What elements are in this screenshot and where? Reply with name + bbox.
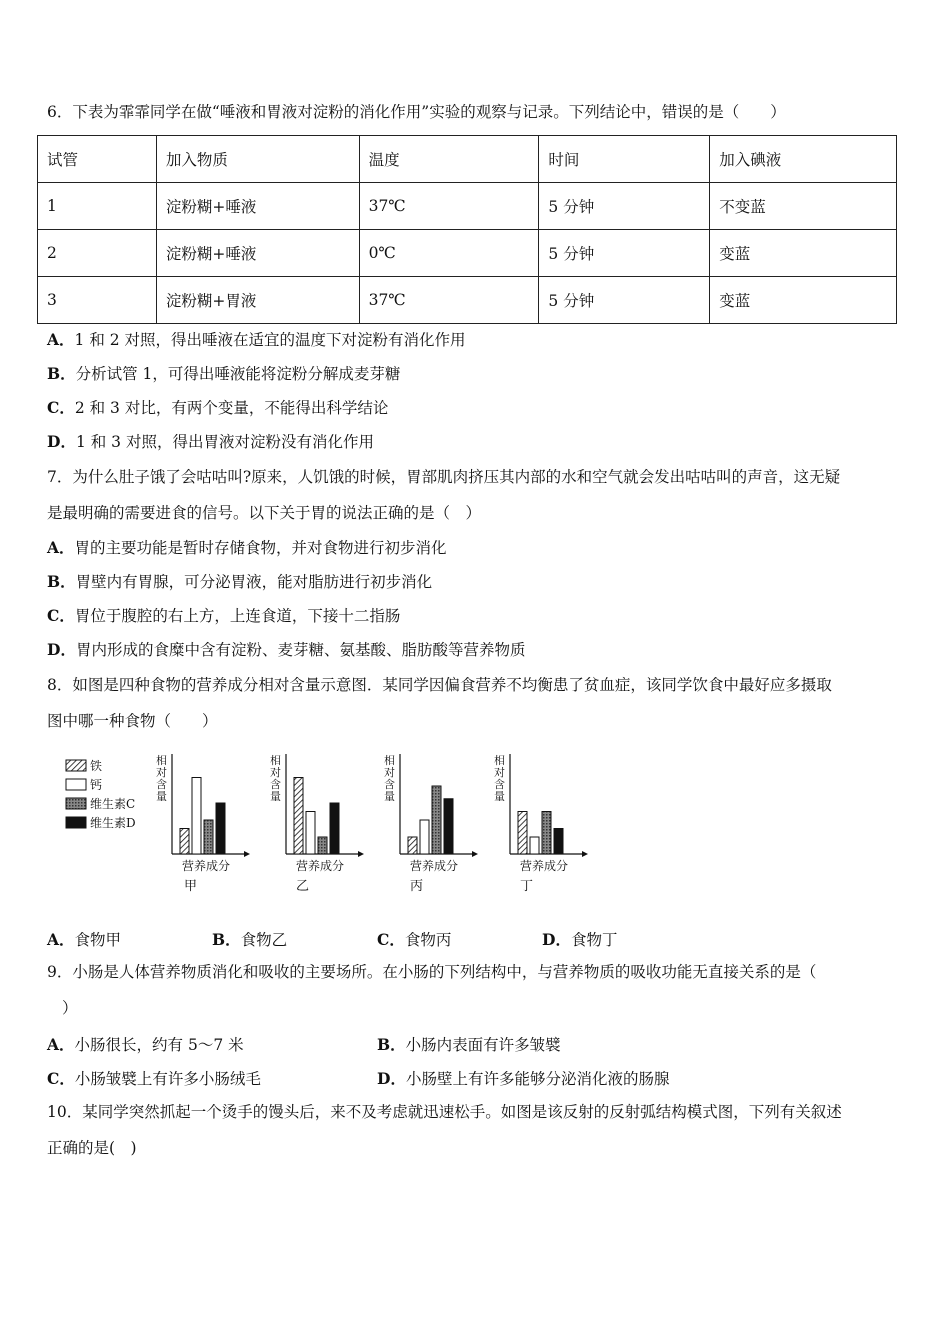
y-axis-label-char: 含 [384, 778, 395, 791]
table-row [38, 277, 897, 324]
bar-维生素C [542, 812, 551, 855]
q7-option-a[interactable] [47, 538, 447, 558]
option-text: 1 和 2 对照，得出唾液在适宜的温度下对淀粉有消化作用 [74, 331, 466, 349]
table-cell: 淀粉糊+胃液 [156, 277, 359, 324]
q10-stem-line2: 正确的是( ) [47, 1139, 137, 1157]
q8-option-a[interactable] [47, 928, 121, 950]
q7-stem-line1: 7．为什么肚子饿了会咕咕叫?原来，人饥饿的时候，胃部肌肉挤压其内部的水和空气就会发出咕咕叫的声音，这无疑 [47, 468, 841, 486]
bar-钙 [420, 820, 429, 854]
legend-swatch [66, 760, 86, 771]
q6-option-d[interactable] [47, 432, 374, 452]
table-cell: 变蓝 [710, 277, 897, 324]
q8-stem-line1: 8．如图是四种食物的营养成分相对含量示意图．某同学因偏食营养不均衡患了贫血症，该同学饮食中最好应多摄取 [47, 676, 832, 694]
option-letter: A． [47, 930, 75, 949]
q7-stem-line2: 是最明确的需要进食的信号。以下关于胃的说法正确的是（ ） [47, 504, 482, 522]
q6-stem: 6．下表为霏霏同学在做“唾液和胃液对淀粉的消化作用”实验的观察与记录。下列结论中，错误的是（ ） [47, 103, 786, 121]
table-header-row [38, 136, 897, 183]
option-letter: B． [47, 572, 76, 591]
bar-chart-丁 [494, 753, 588, 894]
option-text: 2 和 3 对比，有两个变量，不能得出科学结论 [74, 399, 389, 417]
bar-chart-甲 [156, 753, 250, 894]
legend-swatch [66, 779, 86, 790]
y-axis-label-char: 含 [156, 778, 167, 791]
q9-stem-line2: ） [62, 999, 78, 1017]
option-text: 食物丁 [570, 931, 618, 949]
option-letter: D． [47, 640, 76, 659]
q9-option-b[interactable] [377, 1033, 561, 1055]
table-cell: 淀粉糊+唾液 [156, 183, 359, 230]
table-row [38, 230, 897, 277]
q9-option-a[interactable] [47, 1033, 244, 1055]
option-letter: C． [47, 606, 75, 625]
bar-维生素D [330, 803, 339, 854]
x-axis-arrow [582, 851, 588, 857]
y-axis-label-char: 相 [270, 754, 281, 767]
option-text: 胃位于腹腔的右上方，上连食道，下接十二指肠 [74, 607, 401, 625]
experiment-table [37, 135, 897, 324]
nutrient-bar-charts [60, 742, 600, 902]
option-text: 1 和 3 对照，得出胃液对淀粉没有消化作用 [75, 433, 374, 451]
chart-legend [66, 758, 136, 830]
legend-swatch [66, 817, 86, 828]
y-axis-label-char: 相 [494, 754, 505, 767]
bar-chart-丙 [384, 753, 478, 894]
q8-stem-line2: 图中哪一种食物（ ） [47, 712, 218, 730]
y-axis-label-char: 含 [270, 778, 281, 791]
option-letter: D． [47, 432, 76, 451]
chart-name: 丙 [410, 879, 424, 894]
y-axis-label-char: 量 [270, 790, 281, 803]
q10-stem-line1: 10．某同学突然抓起一个烫手的馒头后，来不及考虑就迅速松手。如图是该反射的反射弧结构模式图，下列有关叙述 [47, 1103, 842, 1121]
option-letter: A． [47, 330, 75, 349]
table-cell: 2 [38, 230, 157, 277]
table-cell: 3 [38, 277, 157, 324]
table-cell: 5 分钟 [539, 277, 710, 324]
bar-钙 [192, 778, 201, 855]
legend-label: 铁 [90, 759, 103, 773]
table-cell: 0℃ [359, 230, 539, 277]
q6-option-b[interactable] [47, 364, 400, 384]
table-cell: 淀粉糊+唾液 [156, 230, 359, 277]
option-text: 小肠很长，约有 5～7 米 [74, 1036, 244, 1054]
q7-option-d[interactable] [47, 640, 525, 660]
y-axis-label-char: 含 [494, 778, 505, 791]
option-text: 食物乙 [240, 931, 288, 949]
x-axis-arrow [472, 851, 478, 857]
bar-维生素C [432, 786, 441, 854]
x-axis-arrow [244, 851, 250, 857]
q9-option-d[interactable] [377, 1067, 669, 1089]
x-axis-label: 营养成分 [296, 859, 345, 873]
chart-name: 乙 [296, 879, 310, 894]
option-text: 小肠内表面有许多皱襞 [405, 1036, 561, 1054]
bar-钙 [530, 837, 539, 854]
table-header-cell: 加入物质 [156, 136, 359, 183]
q9-option-c[interactable] [47, 1067, 261, 1089]
option-letter: B． [377, 1035, 406, 1054]
table-header-cell: 温度 [359, 136, 539, 183]
bar-维生素C [318, 837, 327, 854]
bar-铁 [408, 837, 417, 854]
option-letter: B． [47, 364, 76, 383]
bar-维生素D [444, 799, 453, 854]
table-header-cell: 加入碘液 [710, 136, 897, 183]
table-cell: 37℃ [359, 277, 539, 324]
bar-chart-乙 [270, 753, 364, 894]
bar-维生素D [216, 803, 225, 854]
legend-swatch [66, 798, 86, 809]
bar-铁 [294, 778, 303, 855]
y-axis-label-char: 量 [156, 790, 167, 803]
option-text: 小肠壁上有许多能够分泌消化液的肠腺 [405, 1070, 670, 1088]
bar-钙 [306, 812, 315, 855]
option-letter: C． [47, 1069, 75, 1088]
y-axis-label-char: 对 [384, 766, 395, 779]
y-axis-label-char: 对 [270, 766, 281, 779]
x-axis-label: 营养成分 [520, 859, 569, 873]
q6-option-a[interactable] [47, 330, 466, 350]
chart-name: 丁 [520, 879, 534, 894]
table-row [38, 183, 897, 230]
x-axis-label: 营养成分 [410, 859, 459, 873]
x-axis-label: 营养成分 [182, 859, 231, 873]
option-text: 胃的主要功能是暂时存储食物，并对食物进行初步消化 [74, 539, 447, 557]
table-header-cell: 试管 [38, 136, 157, 183]
option-text: 分析试管 1，可得出唾液能将淀粉分解成麦芽糖 [75, 365, 401, 383]
option-letter: C． [377, 930, 405, 949]
table-cell: 不变蓝 [710, 183, 897, 230]
q6-option-c[interactable] [47, 398, 388, 418]
y-axis-label-char: 相 [156, 754, 167, 767]
table-cell: 1 [38, 183, 157, 230]
y-axis-label-char: 量 [494, 790, 505, 803]
x-axis-arrow [358, 851, 364, 857]
option-letter: A． [47, 538, 75, 557]
option-letter: B． [212, 930, 241, 949]
table-header-cell: 时间 [539, 136, 710, 183]
option-text: 食物丙 [404, 931, 452, 949]
legend-label: 维生素C [90, 797, 136, 811]
option-text: 食物甲 [74, 931, 122, 949]
option-letter: D． [542, 930, 571, 949]
chart-name: 甲 [184, 879, 198, 894]
option-letter: A． [47, 1035, 75, 1054]
table-cell: 37℃ [359, 183, 539, 230]
q8-option-d[interactable] [542, 928, 617, 950]
y-axis-label-char: 对 [494, 766, 505, 779]
option-text: 小肠皱襞上有许多小肠绒毛 [74, 1070, 261, 1088]
q8-option-c[interactable] [377, 928, 451, 950]
table-cell: 5 分钟 [539, 183, 710, 230]
q8-option-b[interactable] [212, 928, 287, 950]
legend-label: 钙 [90, 778, 103, 792]
option-text: 胃壁内有胃腺，可分泌胃液，能对脂肪进行初步消化 [75, 573, 433, 591]
q9-stem-line1: 9．小肠是人体营养物质消化和吸收的主要场所。在小肠的下列结构中，与营养物质的吸收功能无直接关系的是（ [47, 963, 817, 981]
option-text: 胃内形成的食糜中含有淀粉、麦芽糖、氨基酸、脂肪酸等营养物质 [75, 641, 526, 659]
q7-option-b[interactable] [47, 572, 432, 592]
bar-铁 [180, 829, 189, 855]
table-cell: 变蓝 [710, 230, 897, 277]
table-cell: 5 分钟 [539, 230, 710, 277]
y-axis-label-char: 对 [156, 766, 167, 779]
bar-维生素C [204, 820, 213, 854]
y-axis-label-char: 量 [384, 790, 395, 803]
option-letter: D． [377, 1069, 406, 1088]
y-axis-label-char: 相 [384, 754, 395, 767]
legend-label: 维生素D [90, 816, 136, 830]
bar-维生素D [554, 829, 563, 855]
q7-option-c[interactable] [47, 606, 400, 626]
option-letter: C． [47, 398, 75, 417]
bar-铁 [518, 812, 527, 855]
